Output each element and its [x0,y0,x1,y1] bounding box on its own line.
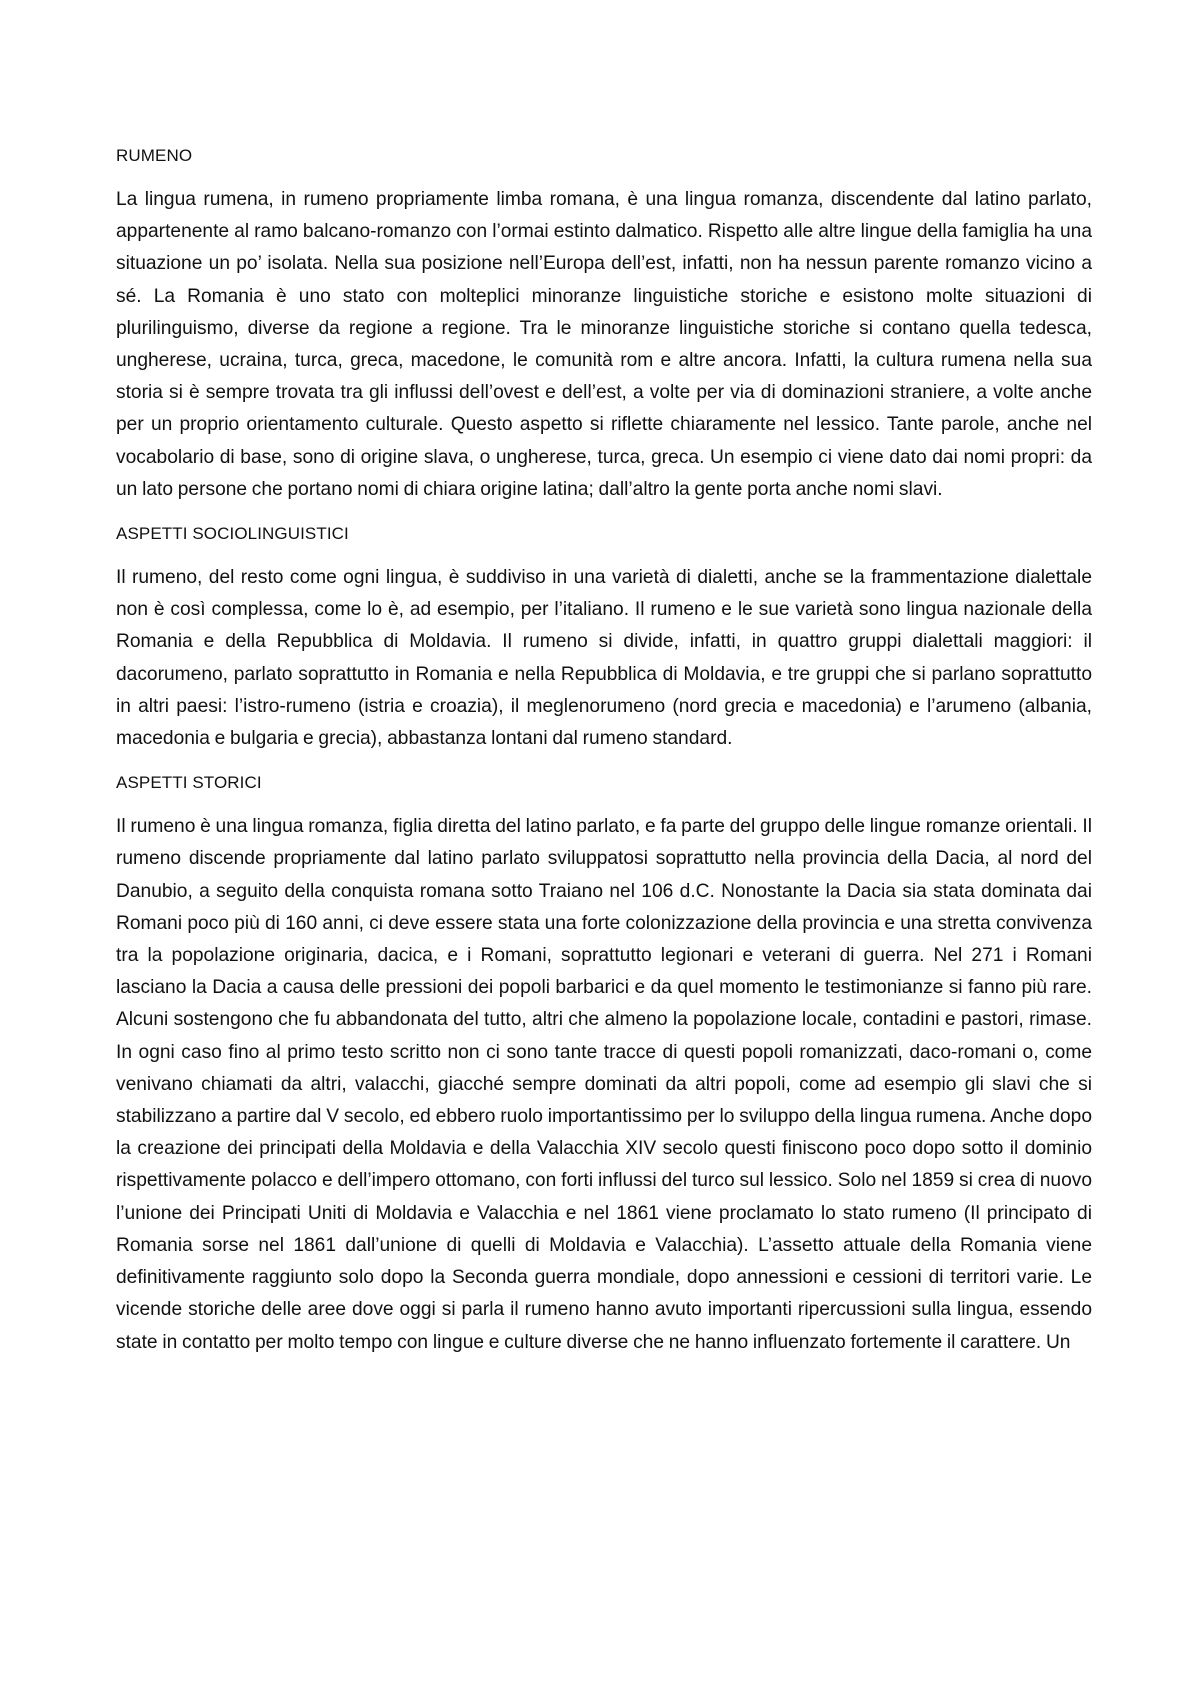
section-heading-aspetti-storici: ASPETTI STORICI [116,773,262,793]
section-heading-rumeno: RUMENO [116,146,193,165]
document-page [116,140,1092,1371]
section-body-aspetti-storici: Il rumeno è una lingua romanza, figlia diretta del latino parlato, e fa parte del gruppo delle lingue romanze orientali. Il rumeno discende propriamente dal latino parlato sviluppatosi soprattutto nella provincia della Dacia, al nord del Danubio, a seguito della conquista romana sotto Traiano nel 106 d.C. Nonostante la Dacia sia stata dominata dai Romani poco più di 160 anni, ci deve essere stata una forte colonizzazione della provincia e una stretta convivenza tra la popolazione originaria, dacica, e i Romani, soprattutto legionari e veterani di guerra. Nel 271 i Romani lasciano la Dacia a causa delle pressioni dei popoli barbarici e da quel momento le testimonianze si fanno più rare. Alcuni sostengono che fu abbandonata del tutto, altri che almeno la popolazione locale, contadini e pastori, rimase. In ogni caso fino al primo testo scritto non ci sono tante tracce di questi popoli romanizzati, daco-romani o, come venivano chiamati da altri, valacchi, giacché sempre dominati da altri popoli, come ad esempio gli slavi che si stabilizzano a partire dal V secolo, ed ebbero ruolo importantissimo per lo sviluppo della lingua rumena. Anche dopo la creazione dei principati della Moldavia e della Valacchia XIV secolo questi finiscono poco dopo sotto il dominio rispettivamente polacco e dell’impero ottomano, con forti influssi del turco sul lessico. Solo nel 1859 si crea di nuovo l’unione dei Principati Uniti di Moldavia e Valacchia e nel 1861 viene proclamato lo stato rumeno (Il principato di Romania sorse nel 1861 dall’unione di quelli di Moldavia e Valacchia). L’assetto attuale della Romania viene definitivamente raggiunto solo dopo la Seconda guerra mondiale, dopo annessioni e cessioni di territori varie. Le vicende storiche delle aree dove oggi si parla il rumeno hanno avuto importanti ripercussioni sulla lingua, essendo state in contatto per molto tempo con lingue e culture diverse che ne hanno influenzato fortemente il carattere. Un [116,816,1092,1353]
section-body-aspetti-sociolinguistici: Il rumeno, del resto come ogni lingua, è suddiviso in una varietà di dialetti, anche se la frammentazione dialettale non è così complessa, come lo è, ad esempio, per l’italiano. Il rumeno e le sue varietà sono lingua nazionale della Romania e della Repubblica di Moldavia. Il rumeno si divide, infatti, in quattro gruppi dialettali maggiori: il dacorumeno, parlato soprattutto in Romania e nella Repubblica di Moldavia, e tre gruppi che si parlano soprattutto in altri paesi: l’istro-rumeno (istria e croazia), il meglenorumeno (nord grecia e macedonia) e l’arumeno (albania, macedonia e bulgaria e grecia), abbastanza lontani dal rumeno standard. [116,567,1092,750]
section-body-rumeno: La lingua rumena, in rumeno propriamente limba romana, è una lingua romanza, discendente dal latino parlato, appartenente al ramo balcano-romanzo con l’ormai estinto dalmatico. Rispetto alle altre lingue della famiglia ha una situazione un po’ isolata. Nella sua posizione nell’Europa dell’est, infatti, non ha nessun parente romanzo vicino a sé. La Romania è uno stato con molteplici minoranze linguistiche storiche e esistono molte situazioni di plurilinguismo, diverse da regione a regione. Tra le minoranze linguistiche storiche si contano quella tedesca, ungherese, ucraina, turca, greca, macedone, le comunità rom e altre ancora. Infatti, la cultura rumena nella sua storia si è sempre trovata tra gli influssi dell’ovest e dell’est, a volte per via di dominazioni straniere, a volte anche per un proprio orientamento culturale. Questo aspetto si riflette chiaramente nel lessico. Tante parole, anche nel vocabolario di base, sono di origine slava, o ungherese, turca, greca. Un esempio ci viene dato dai nomi propri: da un lato persone che portano nomi di chiara origine latina; dall’altro la gente porta anche nomi slavi. [116,189,1092,500]
section-heading-aspetti-sociolinguistici: ASPETTI SOCIOLINGUISTICI [116,524,349,544]
